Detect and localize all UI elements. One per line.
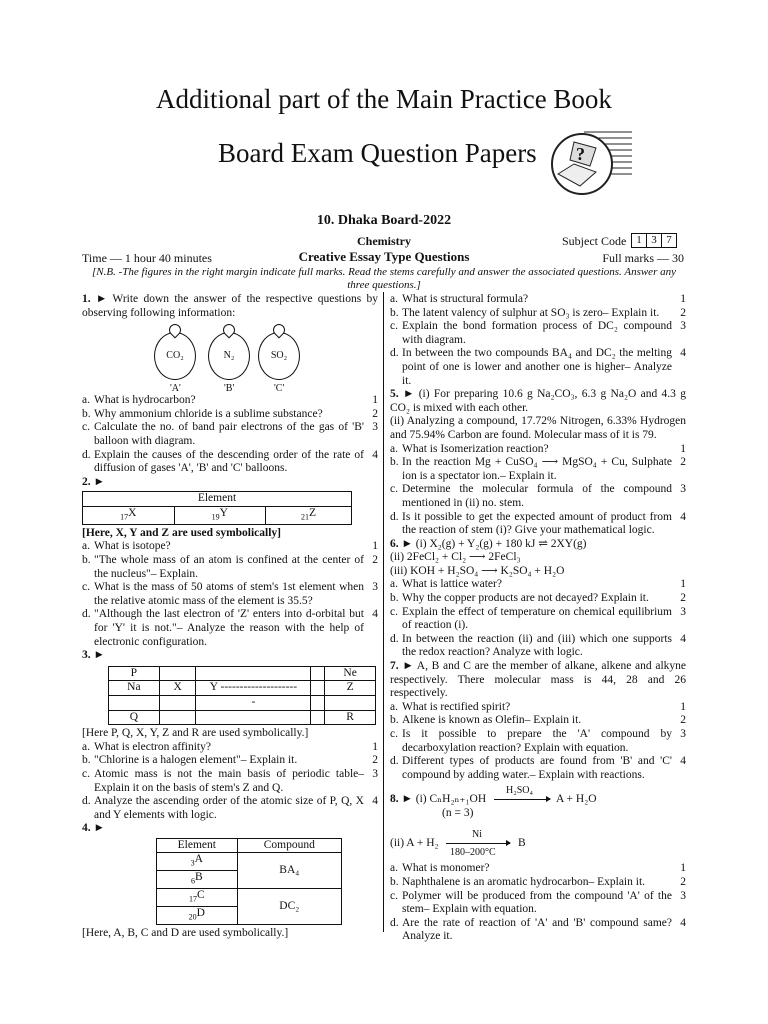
sub-question (390, 578, 686, 592)
sub-question-letter: a. (82, 540, 90, 553)
sub-question-marks: 3 (680, 483, 686, 496)
sub-question-text: What is electron affinity? (94, 740, 211, 753)
sub-question (390, 511, 686, 538)
table-cell (325, 695, 376, 710)
table-cell: DC₂ (237, 889, 341, 925)
sub-question (390, 483, 686, 510)
symbol-note: [Here, A, B, C and D are used symbolically.] (82, 927, 289, 940)
sub-question-marks: 3 (372, 581, 378, 594)
sub-question-letter: a. (390, 578, 398, 591)
question-3-parts (82, 741, 378, 823)
sub-question-letter: c. (390, 889, 398, 902)
sub-question-letter: b. (390, 306, 399, 319)
sub-question-text: Different types of products are found from 'B' and 'C' compound by adding water.– Explain with reactions. (402, 755, 672, 781)
sub-question-letter: b. (82, 407, 91, 420)
sub-question (390, 728, 686, 755)
gas-label: CO₂ (166, 350, 184, 362)
equation: (i) CₙH₂ₙ₊₁OH (415, 793, 487, 806)
sub-question-text: What is isotope? (94, 540, 171, 553)
sub-question-marks: 2 (680, 875, 686, 888)
sub-question (390, 443, 686, 457)
sub-question-marks: 3 (372, 421, 378, 434)
sub-question-marks: 3 (680, 889, 686, 902)
compound-table (156, 838, 342, 925)
stem-text: A, B and C are the member of alkane, alkene and alkyne respectively. There molecular mass is 44, 28 and 26 respectively. (390, 660, 686, 700)
stem-text: (ii) Analyzing a compound, 17.72% Nitrogen, 6.33% Hydrogen and 75.94% Carbon are found. Molecular mass of it is 79. (390, 415, 686, 441)
sub-question (82, 421, 378, 448)
sub-question-letter: b. (390, 714, 399, 727)
sub-question-marks: 3 (680, 728, 686, 740)
reaction-arrow (446, 843, 510, 844)
sub-question-letter: d. (82, 608, 91, 621)
balloon-c (258, 332, 300, 380)
sub-question-letter: a. (390, 700, 398, 713)
subject-code-label: Subject Code (562, 234, 627, 248)
exam-time: Time — 1 hour 40 minutes (82, 251, 212, 265)
sub-question-marks: 3 (680, 320, 686, 333)
table-cell: $_{19}$Y (174, 506, 266, 524)
sub-question-letter: c. (390, 605, 398, 618)
table-cell (311, 695, 325, 710)
sub-question-letter: b. (390, 592, 399, 605)
table-cell: Q (109, 710, 160, 725)
table-cell (196, 710, 311, 725)
sub-question-marks: 2 (372, 754, 378, 767)
sub-question-marks: 4 (372, 608, 378, 621)
sub-question (82, 449, 378, 476)
sub-question (390, 592, 686, 606)
sub-question (390, 890, 686, 917)
periodic-table-fragment (108, 666, 376, 725)
sub-question-text: What is structural formula? (402, 293, 529, 305)
question-6-stem: 6. ► (i) X₂(g) + Y₂(g) + 180 kJ ⇌ 2XY(g) (390, 537, 587, 550)
table-cell (159, 710, 196, 725)
table-cell (311, 666, 325, 681)
sub-question (390, 633, 686, 660)
table-header: Element (157, 838, 238, 853)
sub-question (82, 795, 378, 822)
balloon-label: 'C' (274, 383, 285, 395)
sub-question-text: Atomic mass is not the main basis of periodic table– Explain it on the basis of stem's Z and Q. (94, 767, 364, 794)
sub-question-letter: d. (390, 347, 399, 360)
exam-type-title: Creative Essay Type Questions (298, 249, 470, 264)
sub-question-marks: 4 (372, 448, 378, 461)
sub-question-text: The latent valency of sulphur at SO₃ is zero– Explain it. (402, 306, 660, 319)
sub-question-text: Why the copper products are not decayed? Explain it. (402, 592, 649, 605)
sub-question-letter: b. (390, 875, 399, 888)
equation: (iii) KOH + H₂SO₄ ⟶ K₂SO₄ + H₂O (390, 564, 565, 577)
reaction-condition: Ni (472, 829, 482, 841)
balloon-label: 'B' (224, 383, 235, 395)
sub-question-text: In between the two compounds BA₄ and DC₂ the melting point of one is lower and another one is higher– Analyze it. (402, 347, 672, 387)
column-divider (383, 292, 384, 932)
sub-question-text: "Chlorine is a halogen element"– Explain it. (94, 754, 298, 767)
sub-question-letter: d. (390, 755, 399, 768)
equation: A + H₂O (556, 793, 597, 806)
question-1-stem: 1. ► Write down the answer of the respective questions by observing following information: (82, 293, 378, 319)
table-cell: $_3$A (157, 853, 238, 871)
sub-question-marks: 1 (680, 293, 686, 305)
sub-question-letter: c. (82, 581, 90, 594)
balloon-diagram (82, 324, 378, 395)
sub-question-text: Is it possible to prepare the 'A' compound by decarboxylation reaction? Explain with equation. (402, 728, 672, 754)
sub-question-text: What is monomer? (402, 862, 490, 875)
sub-question-text: Explain the bond formation process of DC₂ compound with diagram. (402, 320, 672, 346)
sub-question (390, 714, 686, 728)
table-cell: Ne (325, 666, 376, 681)
table-cell: P (109, 666, 160, 681)
sub-question-letter: d. (390, 510, 399, 523)
symbol-note: [Here P, Q, X, Y, Z and R are used symbolically.] (82, 727, 309, 740)
sub-question-marks: 1 (680, 578, 686, 591)
sub-question-text: What is rectified spirit? (402, 700, 511, 713)
sub-question-letter: c. (390, 320, 398, 333)
question-7-parts (390, 701, 686, 783)
question-number: 5. (390, 388, 399, 401)
subject-code-boxes (632, 233, 677, 248)
sub-question (82, 540, 378, 554)
question-book-icon (544, 126, 634, 200)
element-table (82, 491, 352, 524)
equation-note: (n = 3) (442, 807, 474, 820)
instructions-note: [N.B. -The figures in the right margin indicate full marks. Read the stems carefully and answer the associated questions. Answer any three questions.] (92, 266, 676, 291)
sub-question (82, 754, 378, 768)
table-cell: $_{17}$X (83, 506, 175, 524)
sub-question-text: Why ammonium chloride is a sublime substance? (94, 407, 323, 420)
sub-question-letter: a. (82, 740, 90, 753)
table-cell: X (159, 681, 196, 696)
sub-question-letter: c. (82, 767, 90, 780)
question-4-stem: 4. ► (82, 822, 105, 835)
sub-question-marks: 2 (372, 407, 378, 420)
sub-question (390, 456, 686, 483)
sub-question-marks: 4 (680, 632, 686, 645)
svg-text:?: ? (576, 144, 585, 164)
sub-question-text: Polymer will be produced from the compound 'A' of the stem– Explain with equation. (402, 889, 672, 916)
subject-name: Chemistry (357, 234, 411, 248)
sub-question-text: What is hydrocarbon? (94, 394, 196, 407)
table-cell (109, 695, 160, 710)
question-number: 4. (82, 822, 91, 835)
sub-question-text: Determine the molecular formula of the compound mentioned in (ii) no. stem. (402, 483, 672, 509)
table-cell: $_{21}$Z (266, 506, 352, 524)
full-marks: Full marks — 30 (602, 251, 684, 265)
question-6-parts (390, 578, 686, 660)
sub-question-marks: 1 (680, 442, 686, 455)
sub-question-marks: 4 (372, 795, 378, 808)
left-column (82, 293, 378, 941)
gas-label: N₂ (223, 350, 235, 362)
stem-text: (i) For preparing 10.6 g Na₂CO₃, 6.3 g Na₂O and 4.3 g CO₂ is mixed with each other. (390, 388, 686, 414)
sub-question-text: In the reaction Mg + CuSO₄ ⟶ MgSO₄ + Cu, Sulphate ion is a spectator ion.– Explain it. (402, 456, 672, 482)
table-cell (159, 666, 196, 681)
question-number: 3. (82, 649, 91, 662)
question-8-eq2 (390, 829, 686, 862)
sub-question-letter: a. (82, 394, 90, 407)
balloon-a (154, 332, 196, 380)
sub-question (82, 608, 378, 649)
board-heading: 10. Dhaka Board-2022 (316, 213, 452, 228)
equation: (ii) A + H₂ (390, 837, 439, 850)
sub-question-marks: 4 (680, 916, 686, 929)
gas-label: SO₂ (270, 350, 288, 362)
question-number: 7. (390, 660, 399, 673)
sub-question-text: Are the rate of reaction of 'A' and 'B' compound same? Analyze it. (402, 916, 672, 943)
sub-question (390, 606, 686, 633)
sub-question-marks: 4 (680, 347, 686, 360)
sub-question-marks: 1 (372, 740, 378, 753)
table-cell: R (325, 710, 376, 725)
question-number: 1. (82, 293, 91, 305)
question-5-stem: 5. ► (i) For preparing 10.6 g Na₂CO₃, 6.3 g Na₂O and 4.3 g CO₂ is mixed with each other. (390, 388, 686, 414)
sub-question-letter: d. (82, 448, 91, 461)
sub-question (390, 307, 686, 321)
balloon-label: 'A' (170, 383, 181, 395)
sub-question-letter: a. (390, 293, 398, 305)
sub-question-text: Is it possible to get the expected amount of product from the reaction of stem (i)? Give your mathematical logic. (402, 510, 672, 537)
sub-question-marks: 2 (680, 714, 686, 727)
stem-text: Write down the answer of the respective questions by observing following information: (82, 293, 378, 319)
sub-question (82, 741, 378, 755)
sub-question-marks: 3 (680, 605, 686, 618)
question-8-stem: 8. ► (i) CₙH₂ₙ₊₁OH H₂SO₄ A + H₂O (n = 3) (390, 785, 597, 820)
sub-question (390, 755, 686, 782)
sub-question-text: Calculate the no. of band pair electrons of the gas of 'B' balloon with diagram. (94, 421, 364, 447)
table-cell (311, 710, 325, 725)
equation: (ii) 2FeCl₂ + Cl₂ ⟶ 2FeCl₃ (390, 551, 521, 564)
question-number: 6. (390, 537, 399, 550)
sub-question-text: "Although the last electron of 'Z' enters into d-orbital but for 'Y' it is not."– Analyze the reason with the help of electronic configuration. (94, 608, 364, 648)
sub-question-text: "The whole mass of an atom is confined at the center of the nucleus"– Explain. (94, 554, 364, 580)
sub-question-letter: d. (390, 916, 399, 929)
sub-question-text: What is Isomerization reaction? (402, 442, 549, 455)
reaction-arrow (494, 799, 550, 800)
sub-question-marks: 4 (680, 755, 686, 768)
sub-question-letter: d. (82, 795, 91, 808)
sub-question-marks: 2 (680, 306, 686, 319)
question-2-parts (82, 540, 378, 649)
question-5-parts (390, 443, 686, 538)
table-cell (159, 695, 196, 710)
question-2-stem: 2. ► (82, 475, 105, 488)
sub-question (390, 701, 686, 715)
sub-question-marks: 3 (372, 767, 378, 780)
sub-question-text: Explain the effect of temperature on chemical equilibrium of reaction (i). (402, 605, 672, 632)
table-cell (311, 681, 325, 696)
question-5-stem-2 (390, 415, 686, 442)
question-1-parts (82, 394, 378, 476)
code-digit: 7 (661, 233, 677, 248)
sub-question (82, 768, 378, 795)
sub-question (390, 320, 686, 347)
section-title: Board Exam Question Papers (218, 138, 537, 168)
question-3-stem: 3. ► (82, 649, 105, 662)
sub-question-marks: 1 (372, 394, 378, 407)
sub-question-text: In between the reaction (ii) and (iii) which one supports the redox reaction? Analyze with logic. (402, 632, 672, 659)
question-4-parts (390, 293, 686, 388)
symbol-note: [Here, X, Y and Z are used symbolically] (82, 526, 282, 539)
sub-question-marks: 2 (372, 554, 378, 567)
sub-question-marks: 2 (680, 592, 686, 605)
sub-question-text: Analyze the ascending order of the atomic size of P, Q, X and Y elements with logic. (94, 795, 364, 821)
sub-question-marks: 1 (372, 540, 378, 553)
question-number: 8. (390, 793, 399, 806)
sub-question (390, 862, 686, 876)
table-cell: Na (109, 681, 160, 696)
sub-question-text: What is lattice water? (402, 578, 502, 591)
table-header: Element (83, 492, 352, 507)
sub-question-letter: c. (390, 483, 398, 496)
sub-question-text: Alkene is known as Olefin– Explain it. (402, 714, 582, 727)
sub-question-letter: a. (390, 862, 398, 875)
sub-question-letter: b. (82, 554, 91, 567)
table-cell: - (196, 695, 311, 710)
reaction-condition: H₂SO₄ (506, 785, 533, 797)
sub-question-letter: d. (390, 632, 399, 645)
equation: B (518, 837, 526, 850)
sub-question-marks: 2 (680, 456, 686, 469)
table-cell: $_{17}$C (157, 889, 238, 907)
sub-question (390, 917, 686, 944)
table-cell: Z (325, 681, 376, 696)
sub-question-marks: 1 (680, 862, 686, 875)
sub-question (82, 394, 378, 408)
sub-question-text: Naphthalene is an aromatic hydrocarbon– Explain it. (402, 875, 646, 888)
sub-question-letter: a. (390, 442, 398, 455)
sub-question-letter: c. (82, 421, 90, 434)
table-cell: BA₄ (237, 853, 341, 889)
question-8-parts (390, 862, 686, 944)
sub-question-marks: 4 (680, 510, 686, 523)
table-cell: Y -------------------- (196, 681, 311, 696)
balloon-b (208, 332, 250, 380)
sub-question (82, 554, 378, 581)
code-digit: 1 (631, 233, 647, 248)
equation: (i) X₂(g) + Y₂(g) + 180 kJ ⇌ 2XY(g) (415, 537, 587, 550)
book-title: Additional part of the Main Practice Book (156, 84, 612, 114)
sub-question (390, 293, 686, 307)
sub-question (390, 347, 686, 388)
sub-question-text: Explain the causes of the descending order of the rate of diffusion of gases 'A', 'B' and 'C' balloons. (94, 448, 364, 475)
sub-question-letter: b. (390, 456, 399, 469)
sub-question-letter: c. (390, 728, 398, 740)
sub-question (390, 876, 686, 890)
sub-question-marks: 1 (680, 700, 686, 713)
question-number: 2. (82, 475, 91, 488)
sub-question (82, 408, 378, 422)
table-cell: $_{20}$D (157, 907, 238, 925)
question-7-stem: 7. ► A, B and C are the member of alkane, alkene and alkyne respectively. There molecular mass is 44, 28 and 26 respectively. (390, 660, 686, 700)
table-header: Compound (237, 838, 341, 853)
table-cell (196, 666, 311, 681)
sub-question (82, 581, 378, 608)
code-digit: 3 (646, 233, 662, 248)
table-cell: $_6$B (157, 871, 238, 889)
sub-question-text: What is the mass of 50 atoms of stem's 1st element when the relative atomic mass of the element is 35.5? (94, 581, 364, 607)
right-column (390, 293, 686, 944)
reaction-condition: 180–200°C (450, 847, 496, 859)
sub-question-letter: b. (82, 754, 91, 767)
